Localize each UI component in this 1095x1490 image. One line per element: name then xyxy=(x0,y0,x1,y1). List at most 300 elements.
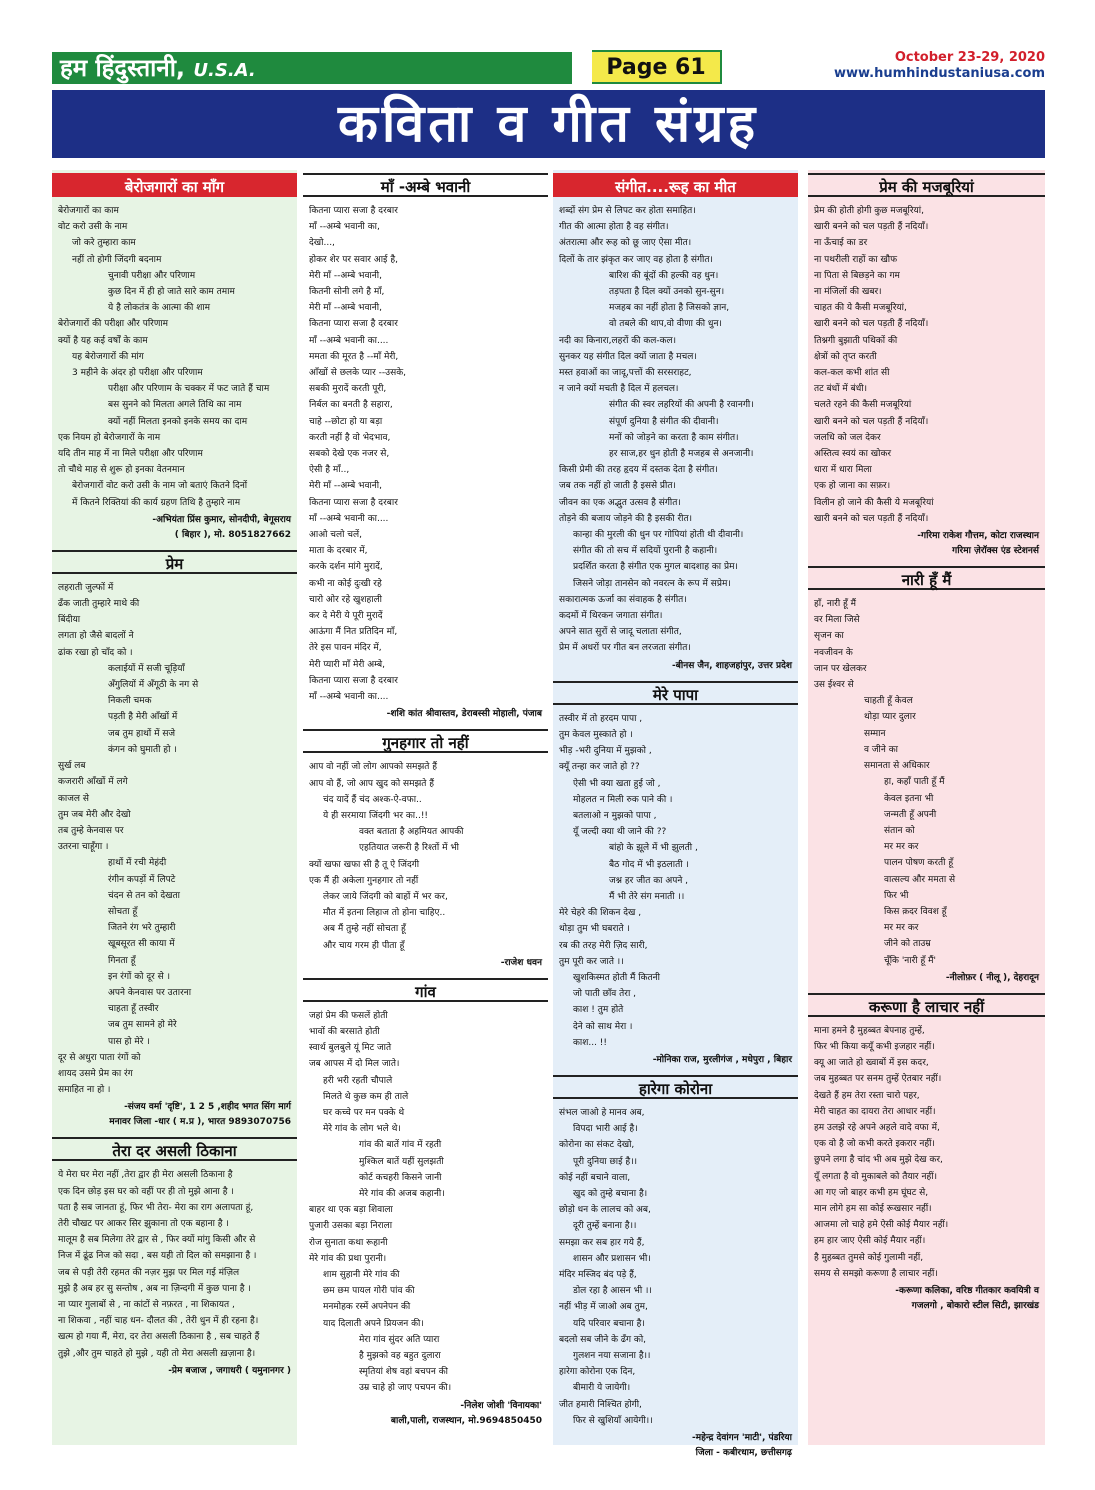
poem-line: ना पिता से बिछड़ने का गम xyxy=(814,270,900,281)
poem-line: ऐसी है माँ.., xyxy=(309,465,350,476)
poem-line: उस ईश्वर से xyxy=(814,680,854,691)
poem-line: चाहे --छोटा हो या बड़ा xyxy=(309,416,383,427)
poem-credit xyxy=(553,1429,798,1465)
poem-body xyxy=(303,1008,548,1397)
poem-line: चाहत की ये कैसी मजबूरियां, xyxy=(814,303,907,314)
poem-line: 3 महीने के अंदर हो परीक्षा और परिणाम xyxy=(72,368,203,379)
poem-line: जहां प्रेम की फसलें होती xyxy=(309,1010,388,1021)
poem-line: मालूम है सब मिलेगा तेरे द्वार से , फिर क्यों मांगु किसी और से xyxy=(58,1235,256,1246)
poem-line: सबकी मुरादें करती पूरी, xyxy=(309,384,387,395)
poem-credit xyxy=(303,705,548,726)
poem-line: व जीने का xyxy=(864,744,898,755)
poem-body xyxy=(808,596,1045,969)
poem-line: जो करे तुम्हारा काम xyxy=(72,238,136,249)
poem-line: समाहित ना हो । xyxy=(58,1085,111,1096)
poem-line: काश ! तुम होते xyxy=(573,1005,624,1016)
poem-line: मिलते थे कुछ कम ही ताले xyxy=(323,1091,409,1102)
poem-line: हाथों में रची मेहंदी xyxy=(108,858,167,869)
poem-line: सबको देखे एक नजर से, xyxy=(309,449,390,460)
poem-line: कभी ना कोई दुःखी रहे xyxy=(309,578,382,589)
poem-line: करती नहीं है वो भेदभाव, xyxy=(309,432,391,443)
poem-line: जान पर खेलकर xyxy=(814,663,867,674)
poem-line: जब तुम हाथों में सजे xyxy=(108,728,176,739)
poem-line: जीने को ताउम्र xyxy=(884,939,931,950)
poem-line: परीक्षा और परिणाम के चक्कर में फट जाते हैं चाम xyxy=(108,384,270,395)
section-banner: कविता व गीत संग्रह xyxy=(52,90,1045,158)
poem-line: भावों की बरसाते होती xyxy=(309,1026,380,1037)
poem-line: ऐसी भी क्या खता हुई जो , xyxy=(573,778,661,789)
poem-line: कल-कल कभी शांत सी xyxy=(814,368,890,379)
poem-line: नवजीवन के xyxy=(814,647,853,658)
poem-title: संगीत....रूह का मीत xyxy=(553,173,798,197)
poem-line: देखो..., xyxy=(309,238,335,249)
poem-line: कितना प्यारा सजा है दरबार xyxy=(309,206,398,216)
poem-line: शाम सुहानी मेरे गांव की xyxy=(323,1269,400,1280)
poem-credit xyxy=(52,1098,297,1134)
poem-line: केवल इतना भी xyxy=(884,793,934,804)
poem-line: अपने सात सुरों से जादू चलाता संगीत, xyxy=(559,627,682,638)
poem-line: तुम केवल मुस्काते हो । xyxy=(559,729,633,740)
poem-line: मेरे गांव की अजब कहानी। xyxy=(359,1188,445,1199)
poem-line: हम हार जाए ऐसी कोई मैयार नहीं। xyxy=(814,1236,926,1247)
poem-line: जश्न हर जीत का अपने , xyxy=(609,875,689,886)
poem-line: मेरा गांव सुंदर अति प्यारा xyxy=(359,1334,440,1345)
poem-line: कान्हा की मुरली की धुन पर गोपियां होती थी दीवानी। xyxy=(573,530,744,541)
credit-line: गजलगो , बोकारो स्टील सिटी, झारखंड xyxy=(911,1300,1039,1311)
poem-line: जलधि को जल देकर xyxy=(814,432,881,443)
poem-line: खुशकिस्मत होती मैं कितनी xyxy=(573,972,660,983)
poem-line: दूरी तुम्हें बनाना है।। xyxy=(573,1221,637,1232)
poem-line: जब आपस में दो मिल जाते। xyxy=(309,1059,400,1070)
poem-line: बारिश की बूंदों की हल्की वह धुन। xyxy=(609,270,719,281)
poem-line: चुनावी परीक्षा और परिणाम xyxy=(108,270,196,281)
poem-credit xyxy=(808,969,1045,990)
poem-line: क्यों है यह कई वर्षों के काम xyxy=(58,335,148,346)
poem-line: जितने रंग भरे तुम्हारी xyxy=(108,923,176,934)
poem-line: रब की तरह मेरी ज़िद सारी, xyxy=(559,940,648,951)
credit-line: -महेन्द्र देवांगन 'माटी', पंडरिया xyxy=(691,1433,792,1444)
poem-title: प्रेम xyxy=(52,550,297,574)
poem-line: बीमारी ये जायेगी। xyxy=(573,1383,631,1394)
poem-line: इन रंगों को दूर से । xyxy=(108,971,170,982)
poem-line: एक दिन छोड़ इस घर को वहीं पर ही तो मुझे आना है । xyxy=(58,1186,234,1197)
poem-line: माँ --अम्बे भवानी का.... xyxy=(309,513,389,524)
poem-line: में कितने रिक्तियां की कार्य ग्रहण तिथि है तुम्हारे नाम xyxy=(72,497,241,508)
poem-line: जिसने जोड़ा तानसेन को नवरत्न के रूप में सप्रेम। xyxy=(573,578,731,589)
poem-line: मैं भी तेरे संग मनाती ।। xyxy=(609,891,685,902)
poem-line: रंगीन कपड़ों में लिपटे xyxy=(108,874,176,885)
poem-line: यूँ जल्दी क्या थी जाने की ?? xyxy=(573,827,667,838)
poem-body xyxy=(303,203,548,705)
page-number: Page 61 xyxy=(592,50,722,84)
poem-title: नारी हूँ मैं xyxy=(808,566,1045,590)
poem-line: हाँ, नारी हूँ मैं xyxy=(814,599,857,610)
poem-title: मेरे पापा xyxy=(553,681,798,705)
poem-line: तस्वीर में तो हरदम पापा , xyxy=(559,713,643,724)
poem-line: तेरी चौखट पर आकर सिर झुकाना तो एक बहाना है । xyxy=(58,1218,229,1229)
poem-line: कलाईयों में सजी चूड़ियाँ xyxy=(108,663,185,674)
poem-line: गिनता हूँ xyxy=(108,955,136,966)
poem-line: आ गए जो बाहर कभी हम घूंघट से, xyxy=(814,1187,929,1198)
poem-line: गुलशन नया सजाना है।। xyxy=(573,1351,651,1361)
poem-line: खारी बनने को चल पड़ती हैं नदियाँ। xyxy=(814,222,929,233)
poem-line: वो तबले की थाप,वो वीणा की धुन। xyxy=(609,319,722,330)
poem-line: माता के दरबार में, xyxy=(309,546,368,557)
poem-line: दिलों के तार झंकृत कर जाए वह होता है संगीत। xyxy=(559,254,713,265)
masthead xyxy=(52,50,1045,86)
poem-line: निज में ढूंढ निज को सदा , बस यही तो दिल को समझाना है । xyxy=(58,1251,257,1262)
poem-line: तब तुम्हे केनवास पर xyxy=(58,825,124,836)
poem-line: समझा कर सब हार गये हैं, xyxy=(559,1237,645,1248)
poem-line: पास हो मेरे । xyxy=(108,1036,150,1047)
poem-line: मुश्किल बातें यहीं सुलझती xyxy=(359,1156,444,1167)
poem-line: धारा में धारा मिला xyxy=(814,465,872,476)
poem-credit xyxy=(303,1397,548,1433)
poem-line: तिश्नगी बुझाती पथिकों की xyxy=(814,335,898,346)
poem-line: खारी बनने को चल पड़ती हैं नदियाँ। xyxy=(814,319,929,330)
poem-line: फिर भी किया कयूँ कभी इजहार नहीं। xyxy=(814,1041,935,1052)
poem-line: जीवन का एक अद्भुत उत्सव है संगीत। xyxy=(559,497,681,508)
credit-line: जिला - कबीरधाम, छत्तीसगढ़ xyxy=(695,1448,792,1459)
poem-line: तुम जब मेरी और देखो xyxy=(58,809,131,820)
poem-line: कुछ दिन में ही हो जाते सारे काम तमाम xyxy=(108,287,235,298)
poem-line: रोज सुनाता कथा रूहानी xyxy=(309,1237,388,1248)
poem-credit xyxy=(553,657,798,678)
poem-line: एहतियात जरूरी है रिश्तों में भी xyxy=(359,843,460,854)
poem-line: कितना प्यारा सजा है दरबार xyxy=(309,319,398,330)
poem-line: मौत में इतना लिहाज तो होना चाहिए.. xyxy=(323,908,446,919)
credit-line: -नीलोफ़र ( नीलू ), देहरादून xyxy=(945,972,1039,983)
poem-line: उम्र चाहे हो जाए पचपन की। xyxy=(359,1383,452,1394)
poem-line: आँखों से छलके प्यार --उसके, xyxy=(309,368,406,379)
poem-line: अपने केनवास पर उतारना xyxy=(108,987,192,998)
poem-line: वोट करो उसी के नाम xyxy=(58,222,128,233)
poem-line: वात्सल्य और ममता से xyxy=(884,874,956,885)
poem-line: शासन और प्रशासन भी। xyxy=(573,1253,651,1264)
poem-line: बांहो के झूले में भी झुलती , xyxy=(609,843,698,854)
poem-line: याद दिलाती अपने प्रियजन की। xyxy=(323,1318,424,1329)
poem-line: मर मर कर xyxy=(884,923,919,934)
poem-credit xyxy=(808,527,1045,563)
poem-line: हारेगा कोरोना एक दिन, xyxy=(559,1367,636,1378)
poem-line: अस्तित्व स्वयं का खोकर xyxy=(814,449,892,460)
credit-line: बाली,पाली, राजस्थान, मो.9694850450 xyxy=(390,1415,542,1426)
poem-body xyxy=(553,203,798,657)
poem-line: वर मिला जिसे xyxy=(814,615,860,626)
poem-line: लेकर जाये जिंदगी को बाहों में भर कर, xyxy=(323,891,448,902)
poem-title: तेरा दर असली ठिकाना xyxy=(52,1137,297,1161)
poem-line: माँ --अम्बे भवानी का, xyxy=(309,222,380,233)
credit-line: -शशि कांत श्रीवास्तव, डेराबस्सी मोहाली, पंजाब xyxy=(386,709,542,720)
poem-title: गांव xyxy=(303,978,548,1002)
poem-line: तेरे इस पावन मंदिर में, xyxy=(309,643,382,654)
poem-line: नहीं भीड़ में जाओ अब तुम, xyxy=(559,1302,648,1313)
poem-line: कितनी सोनी लगे है माँ, xyxy=(309,287,385,298)
newspaper-name[interactable] xyxy=(52,52,572,84)
poem-line: मनमोहक रस्में अपनेपन की xyxy=(323,1302,411,1313)
poem-line: नहीं तो होगी जिंदगी बदनाम xyxy=(72,254,162,265)
poem-line: क्यू आ जाते हो ख्वाबों में इस कदर, xyxy=(814,1058,929,1069)
poem-line: हरी भरी रहती चौपाले xyxy=(323,1075,393,1086)
poem-line: ना प्यार गुलाबों से , ना कांटों से नफ़रत , ना शिकायत , xyxy=(58,1299,235,1310)
poem-line: तुम पूरी कर जाते ।। xyxy=(559,956,624,967)
poem-line: छुपने लगा है चांद भी अब मुझे देख कर, xyxy=(814,1155,943,1166)
poem-body xyxy=(553,711,798,1051)
poem-line: एक हो जाना का सफ़र। xyxy=(814,481,891,492)
poem-line: बाहर था एक बड़ा शिवाला xyxy=(309,1205,393,1216)
poem-line: तुझे ,और तुम चाहते हो मुझे , यही तो मेरा असली ख़ज़ाना है। xyxy=(58,1348,256,1359)
poem-line: सम्मान xyxy=(864,728,886,739)
poem-line: चूँकि 'नारी हूँ मैं' xyxy=(884,955,936,966)
poem-line: बेरोजगारों की परीक्षा और परिणाम xyxy=(58,319,169,330)
poem-line: कजरारी आँखों में लगे xyxy=(58,777,128,788)
poem-line: आप वो नहीं जो लोग आपको समझते हैं xyxy=(309,762,438,773)
poem-line: ना शिकवा , नहीं चाह धन- दौलत की , तेरी धुन में ही रहना है। xyxy=(58,1316,259,1327)
poem-line: पालन पोषण करती हूँ xyxy=(884,858,954,869)
poem-line: माना हमने है मुहब्बत बेपनाह तुम्हें, xyxy=(814,1025,925,1036)
poem-line: मेरे गांव की प्रथा पुरानी। xyxy=(309,1253,387,1264)
poem-line: ना पथरीली राहों का खौफ xyxy=(814,254,898,265)
poem-line: समानता से अधिकार xyxy=(864,761,930,772)
column-2 xyxy=(303,170,548,1445)
poem-line: चलते रहने की कैसी मजबूरियां xyxy=(814,400,912,411)
poem-line: खुद को तुम्हे बचाना है। xyxy=(573,1188,648,1199)
poem-line: मंदिर मस्जिद बंद पड़े हैं, xyxy=(559,1269,637,1280)
poem-line: चारो ओर रहे खुशहाली xyxy=(309,594,383,605)
poem-line: लगता हो जैसे बादलों ने xyxy=(58,631,134,642)
poem-line: कितना प्यारा सजा है दरबार xyxy=(309,675,398,686)
poem-credit xyxy=(52,511,297,547)
poem-line: करके दर्शन मांगे मुरादें, xyxy=(309,562,383,573)
poem-line: मेरी चाहत का दायरा तेरा आधार नहीं। xyxy=(814,1106,936,1117)
poem-line: माँ --अम्बे भवानी का.... xyxy=(309,335,389,346)
poem-line: स्वार्थ बुलबुले यूं मिट जाते xyxy=(309,1043,392,1054)
credit-line: -प्रेम बजाज , जगाधरी ( यमुनानगर ) xyxy=(168,1365,291,1376)
poem-line: कदमों में थिरकन जगाता संगीत। xyxy=(559,611,663,622)
poem-line: संगीत की तो सच में सदियों पुरानी है कहानी। xyxy=(573,546,718,557)
poem-line: मस्त हवाओं का जादू,पत्तों की सरसराहट, xyxy=(559,368,692,379)
poem-title: गुनहगार तो नहीं xyxy=(303,729,548,753)
poem-line: सृजन का xyxy=(814,631,844,642)
poem-line: तोड़ने की बजाय जोड़ने की है इसकी रीत। xyxy=(559,513,693,524)
column-1 xyxy=(52,170,297,1445)
credit-line: मनावर जिला -धार ( म.प्र ), भारत 9893070756 xyxy=(109,1117,291,1128)
poem-line: और चाय गरम ही पीता हूँ xyxy=(323,940,405,951)
poem-line: विलीन हो जाने की कैसी ये मजबूरियां xyxy=(814,497,934,508)
poem-line: डोल रहा है आसन भी ।। xyxy=(573,1286,652,1297)
poem-line: जब तक नहीं हो जाती है इससे प्रीत। xyxy=(559,481,676,492)
poem-line: वक्त बताता है अहमियत आपकी xyxy=(359,827,464,838)
poem-title: हारेगा कोरोना xyxy=(553,1075,798,1099)
poem-title: बेरोजगारों का माँग xyxy=(52,173,297,197)
poem-line: गांव की बातें गांव में रहती xyxy=(359,1140,442,1151)
poem-line: चंदन से तन को देखता xyxy=(108,890,180,901)
poem-line: दूर से अधुरा पाता रंगों को xyxy=(58,1052,141,1063)
poem-line: बेरोजगारों वोट करो उसी के नाम जो बताएं कितने दिनों xyxy=(72,481,248,492)
column-3 xyxy=(553,170,798,1459)
poem-line: प्रेम में अधरों पर गीत बन लरजता संगीत। xyxy=(559,643,691,654)
poem-line: ममता की मूरत है --माँ मेरी, xyxy=(309,351,399,362)
poem-line: काजल से xyxy=(58,793,89,804)
credit-line: -करूणा कलिका, वरिष्ठ गीतकार कवयित्री व xyxy=(895,1285,1039,1296)
poem-line: जो पाती छाँव तेरा , xyxy=(573,989,637,1000)
poem-line: मेरी माँ --अम्बे भवानी, xyxy=(309,270,382,281)
poem-line: एक वो है जो कभी करते इकरार नहीं। xyxy=(814,1139,935,1150)
poem-line: खत्म हो गया मैं, मेरा, दर तेरा असली ठिकाना है , सब चाहते हैं xyxy=(58,1332,260,1343)
poem-line: है मुहब्बत तुमसे कोई गुलामी नहीं, xyxy=(814,1252,924,1263)
poem-line: तट बंधों में बंधी। xyxy=(814,384,868,395)
poem-line: पुजारी उसका बड़ा निराला xyxy=(309,1221,393,1232)
poem-line: मेरे चेहरे की शिकन देख , xyxy=(559,908,642,919)
poem-line: छम छम पायल गोरी पांव की xyxy=(323,1286,415,1297)
poem-line: किसी प्रेमी की तरह हृदय में दस्तक देता है संगीत। xyxy=(559,465,718,476)
poem-line: सुर्ख लब xyxy=(58,761,86,772)
poem-line: ये मेरा घर मेरा नहीं ,तेरा द्वार ही मेरा असली ठिकाना है xyxy=(58,1170,233,1181)
poem-credit xyxy=(52,1362,297,1383)
poem-body xyxy=(52,1167,297,1361)
poem-line: उतरना चाहूँगा । xyxy=(58,842,109,853)
poem-line: जन्मती हूँ अपनी xyxy=(884,809,937,820)
poem-body xyxy=(553,1105,798,1429)
poem-body xyxy=(303,759,548,953)
poem-line: यदि परिवार बचाना है। xyxy=(573,1318,645,1329)
poem-line: कोरोना का संकट देखो, xyxy=(559,1140,635,1151)
poem-line: संगीत की स्वर लहरियों की अपनी है रवानगी। xyxy=(609,400,754,411)
poem-line: मोहलत न मिली रुक पाने की । xyxy=(573,794,673,805)
poem-line: मेरे गांव के लोग भले थे। xyxy=(323,1124,401,1135)
credit-line: ( बिहार ), मो. 8051827662 xyxy=(174,529,291,540)
poem-line: कितना प्यारा सजा है दरबार xyxy=(309,497,398,508)
poem-line: ढँक जाती तुम्हारे माथे की xyxy=(58,599,140,610)
poem-line: ये ही सरमाया जिंदगी भर का..!! xyxy=(323,810,429,821)
poem-line: मेरी माँ --अम्बे भवानी, xyxy=(309,481,382,492)
poem-title: करूणा है लाचार नहीं xyxy=(808,993,1045,1017)
poem-line: विपदा भारी आई है। xyxy=(573,1124,638,1135)
poem-line: थोड़ा प्यार दुलार xyxy=(864,712,916,723)
poem-body xyxy=(52,203,297,511)
poem-line: मुझे है अब हर सु सन्तोष , अब ना ज़िन्दगी में कुछ पाना है । xyxy=(58,1283,251,1294)
poem-line: आप वो हैं, जो आप खुद को समझते हैं xyxy=(309,778,435,789)
poem-line: प्रेम की होती होगी कुछ मजबूरियां, xyxy=(814,206,924,216)
poem-line: मान लोगे हम सा कोई रूखसार नहीं। xyxy=(814,1203,932,1214)
poem-line: हर साज,हर धुन होती है मजहब से अनजानी। xyxy=(609,449,754,460)
poem-line: सकारात्मक ऊर्जा का संवाहक है संगीत। xyxy=(559,594,687,605)
credit-line: -निलेश जोशी 'विनायका' xyxy=(460,1400,542,1411)
poem-line: है मुझको वह बहुत दुलारा xyxy=(359,1351,441,1361)
poem-line: चंद यादें हैं चंद अश्क-ऐ-वफा.. xyxy=(323,794,422,805)
poem-line: निकली चमक xyxy=(108,696,152,707)
poem-line: पूरी दुनिया छाई है।। xyxy=(573,1156,638,1167)
poem-line: गीत की आत्मा होता है वह संगीत। xyxy=(559,222,669,233)
credit-line: -बीनस जैन, शाहजहांपुर, उत्तर प्रदेश xyxy=(672,660,792,671)
poem-line: प्रदर्शित करता है संगीत एक मुगल बादशाह का प्रेम। xyxy=(573,562,738,573)
poem-line: क्यों खफा खफा सी है तू ऐ जिंदगी xyxy=(309,859,420,870)
poem-line: जब से पड़ी तेरी रहमत की नज़र मुझ पर मिल गई मंज़िल xyxy=(58,1267,240,1278)
column-4 xyxy=(808,170,1045,1445)
poem-line: फिर भी xyxy=(884,890,909,901)
poem-line: होकर शेर पर सवार आई है, xyxy=(309,254,398,265)
poem-line: अब मैं तुम्हे नहीं सोचता हूँ xyxy=(323,924,406,935)
poem-line: एक मैं ही अकेला गुनहगार तो नहीं xyxy=(309,875,419,886)
poem-line: मनों को जोड़ने का करता है काम संगीत। xyxy=(609,432,739,443)
poem-line: भीड़ -भरी दुनिया में मुझको , xyxy=(559,746,652,757)
poem-line: थोड़ा तुम भी घबराते । xyxy=(559,924,630,935)
poem-body xyxy=(52,580,297,1099)
poem-line: पता है सब जानता हूं, फिर भी तेरा- मेरा का राग अलापता हूं, xyxy=(58,1202,254,1213)
poem-line: संभल जाओ हे मानव अब, xyxy=(559,1107,645,1118)
poem-line: देखते हैं हम तेरा रस्ता चारो पहर, xyxy=(814,1090,920,1101)
poem-line: चाहती हूँ केवल xyxy=(864,696,913,707)
poem-line: आओ चलो चलें, xyxy=(309,530,362,541)
poem-line: यदि तीन माह में ना मिले परीक्षा और परिणाम xyxy=(58,449,203,460)
poem-line: क्षेत्रों को तृप्त करती xyxy=(814,351,877,362)
poem-line: क्यों नहीं मिलता इनको इनके समय का दाम xyxy=(108,416,248,427)
poem-line: फिर से खुशियाँ आयेगी।। xyxy=(573,1415,653,1426)
poem-line: कोर्ट कचहरी किसने जानी xyxy=(359,1172,442,1183)
poem-line: चाहता हूँ तस्वीर xyxy=(108,1004,159,1015)
poem-line: स्मृतियां शेष वहां बचपन की xyxy=(359,1367,448,1378)
poem-line: हम उलझे रहे अपने अहले वादे वफा में, xyxy=(814,1122,940,1133)
poem-line: आऊंगा मैं नित प्रतिदिन माँ, xyxy=(309,627,398,638)
poem-line: कोई नहीं बचाने वाला, xyxy=(559,1172,631,1183)
poem-line: लहराती जुल्फों में xyxy=(58,582,114,593)
poem-line: शायद उसमे प्रेम का रंग xyxy=(58,1068,133,1079)
poem-line: तो चौथे माह से शुरू हो इनका वेतनमान xyxy=(58,465,185,476)
credit-line: -मोनिका राज, मुरलीगंज , मधेपुरा , बिहार xyxy=(652,1054,792,1065)
poem-line: खूबसूरत सी काया में xyxy=(108,939,175,950)
poem-line: नदी का किनारा,लहरों की कल-कल। xyxy=(559,335,677,346)
poem-line: काश... !! xyxy=(573,1037,608,1048)
website-link[interactable]: www.humhindustaniusa.com xyxy=(833,66,1045,81)
issue-date: October 23-29, 2020 xyxy=(894,50,1045,65)
poem-credit xyxy=(553,1051,798,1072)
masthead-name-text: हम हिंदुस्तानी, xyxy=(60,54,186,82)
poem-line: मजहब का नहीं होता है जिसको ज्ञान, xyxy=(609,303,730,314)
poem-line: हा, कहाँ पाती हूँ मैं xyxy=(884,777,945,788)
poem-line: मर मर कर xyxy=(884,842,919,853)
poem-line: बस सुनने को मिलता अगले तिथि का नाम xyxy=(108,400,242,411)
poem-line: कंगन को घुमाती हो । xyxy=(108,744,177,755)
poem-line: यह बेरोजगारों की मांग xyxy=(72,351,144,362)
poem-line: माँ --अम्बे भवानी का.... xyxy=(309,692,389,703)
credit-line: -राजेश धवन xyxy=(500,957,542,968)
poem-line: अँगुलियों में अँगूठी के नग से xyxy=(108,680,199,691)
poem-line: कर दे मेरी ये पूरी मुरादें xyxy=(309,611,383,622)
poem-line: ना ऊँचाई का डर xyxy=(814,238,868,249)
credit-line: -संजय वर्मा 'दृष्टि', 1 2 5 ,शहीद भगत सिंग मार्ग xyxy=(124,1102,291,1113)
poem-line: खारी बनने को चल पड़ती हैं नदियाँ। xyxy=(814,513,929,524)
poem-body xyxy=(808,1023,1045,1282)
poem-line: शब्दों संग प्रेम से लिपट कर होता समाहित। xyxy=(559,206,696,216)
poem-line: आजमा लो चाहे हमे ऐसी कोई मैयार नहीं। xyxy=(814,1220,949,1231)
poem-line: ये है लोकतंत्र के आत्मा की शाम xyxy=(108,303,211,314)
poem-line: खारी बनने को चल पड़ती हैं नदियाँ। xyxy=(814,416,929,427)
credit-line: गरिमा ज़ेरॉक्स एंड स्टेशनर्स xyxy=(952,546,1039,557)
poem-credit xyxy=(808,1282,1045,1318)
poem-line: अंतरात्मा और रूह को छू जाए ऐसा मीत। xyxy=(559,238,692,249)
poem-line: सोचता हूँ xyxy=(108,906,138,917)
poem-line: ढांक रखा हो चाँद को । xyxy=(58,647,133,658)
poem-title: माँ -अम्बे भवानी xyxy=(303,173,548,197)
poem-line: संतान को xyxy=(884,825,915,836)
poem-line: न जाने क्यों मचती है दिल में हलचल। xyxy=(559,384,679,395)
poem-line: संपूर्ण दुनिया है संगीत की दीवानी। xyxy=(609,416,719,427)
poem-body xyxy=(808,203,1045,527)
poem-line: बतलाओ न मुझको पापा , xyxy=(573,810,657,821)
poem-line: मेरी प्यारी माँ मेरी अम्बे, xyxy=(309,659,386,670)
poem-line: बदलो सब जीने के ढँग को, xyxy=(559,1334,647,1345)
poem-line: जब मुहब्बत पर सनम तुम्हें ऐतबार नहीं। xyxy=(814,1074,942,1085)
